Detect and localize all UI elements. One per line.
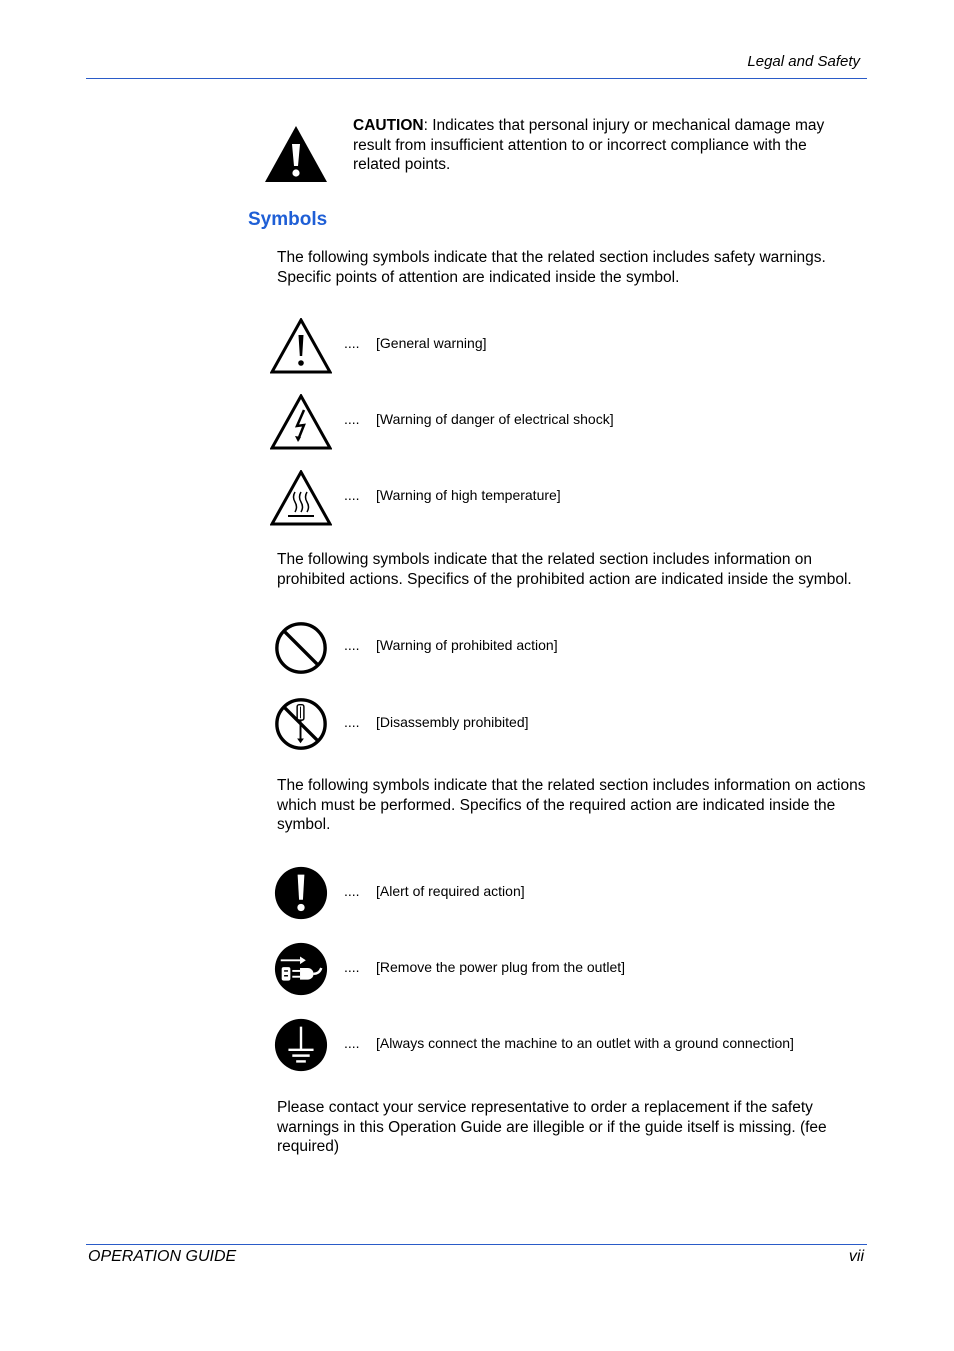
caution-term: CAUTION [353,117,424,134]
dots: .... [344,959,360,975]
caution-description [353,116,858,175]
electrical-shock-label: [Warning of danger of electrical shock] [376,411,614,427]
closing-paragraph: Please contact your service representative to order a replacement if the safety warnings in this Operation Guide are illegible or if the guide itself is missing. (fee required) [277,1099,827,1155]
ground-connection-label: [Always connect the machine to an outlet with a ground connection] [376,1035,794,1051]
required-action-label: [Alert of required action] [376,883,525,899]
dots: .... [344,714,360,730]
electrical-shock-icon [270,394,332,450]
required-intro: The following symbols indicate that the related section includes information on actions which must be performed. Specifics of the required action are indicated inside the symbol. [277,777,866,833]
page-number: vii [848,1248,864,1265]
disassembly-prohibited-icon [270,696,332,752]
caution-icon [263,124,329,184]
dots: .... [344,411,360,427]
dots: .... [344,1035,360,1051]
warnings-intro: The following symbols indicate that the related section includes safety warnings. Specific points of attention are indicated inside the symbol. [277,249,826,286]
general-warning-icon [270,318,332,374]
footer-rule [86,1244,867,1245]
dots: .... [344,883,360,899]
page-header-title: Legal and Safety [747,53,860,70]
high-temperature-icon [270,470,332,526]
general-warning-label: [General warning] [376,335,487,351]
disassembly-prohibited-label: [Disassembly prohibited] [376,714,529,730]
dots: .... [344,487,360,503]
high-temperature-label: [Warning of high temperature] [376,487,561,503]
remove-plug-icon [270,941,332,997]
prohibited-intro: The following symbols indicate that the related section includes information on prohibited actions. Specifics of the prohibited action are indicated inside the symbol. [277,551,852,588]
dots: .... [344,637,360,653]
caution-text: : Indicates that personal injury or mechanical damage may result from insufficient attention to or incorrect compliance with the related points. [353,117,825,173]
section-title: Symbols [248,209,328,230]
remove-plug-label: [Remove the power plug from the outlet] [376,959,626,975]
prohibited-icon [270,620,332,676]
prohibited-action-label: [Warning of prohibited action] [376,637,558,653]
dots: .... [344,335,360,351]
footer-guide-title: OPERATION GUIDE [88,1248,237,1265]
required-action-icon [270,865,332,921]
header-rule [86,78,867,79]
ground-icon [270,1017,332,1073]
